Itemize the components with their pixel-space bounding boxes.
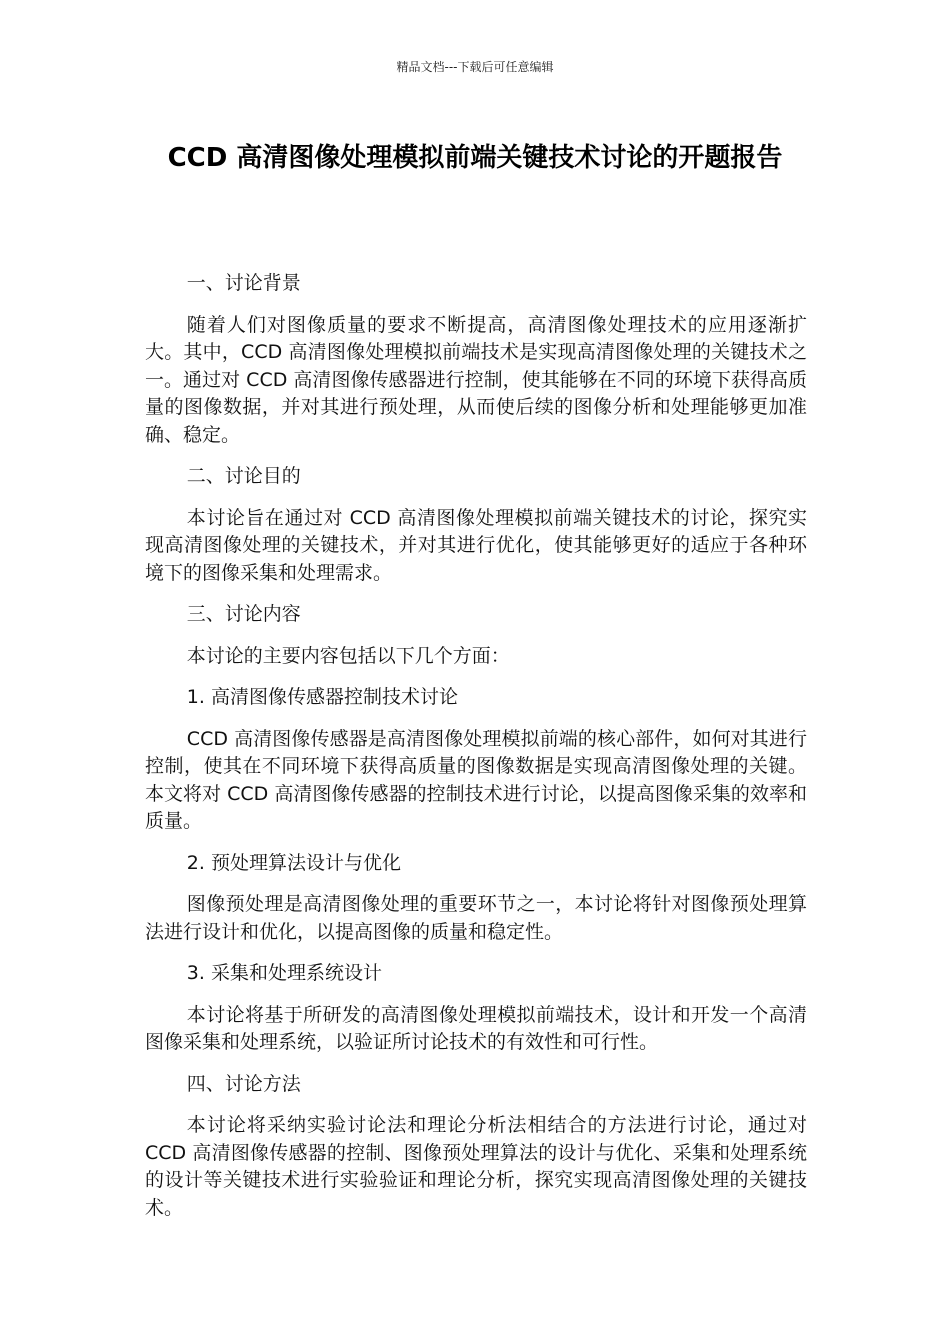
subheading-sensor-control: 1. 高清图像传感器控制技术讨论 (186, 686, 458, 708)
section-heading-method: 四、讨论方法 (186, 1072, 301, 1095)
paragraph-content-intro: 本讨论的主要内容包括以下几个方面： (186, 644, 510, 667)
header-note: 精品文档---下载后可任意编辑 (396, 60, 554, 74)
paragraph-system-design: 本讨论将基于所研发的高清图像处理模拟前端技术，设计和开发一个高清图像采集和处理系统，以验证所讨论技术的有效性和可行性。 (145, 1003, 807, 1053)
subheading-system-design: 3. 采集和处理系统设计 (186, 962, 382, 984)
paragraph-method: 本讨论将采纳实验讨论法和理论分析法相结合的方法进行讨论，通过对 CCD 高清图像传感器的控制、图像预处理算法的设计与优化、采集和处理系统的设计等关键技术进行实验验证和理论分析，探究实现高清图像处理的关键技术。 (145, 1114, 807, 1219)
paragraph-purpose: 本讨论旨在通过对 CCD 高清图像处理模拟前端关键技术的讨论，探究实现高清图像处理的关键技术，并对其进行优化，使其能够更好的适应于各种环境下的图像采集和处理需求。 (145, 506, 807, 584)
paragraph-preprocessing: 图像预处理是高清图像处理的重要环节之一，本讨论将针对图像预处理算法进行设计和优化，以提高图像的质量和稳定性。 (145, 893, 807, 943)
section-heading-content: 三、讨论内容 (186, 603, 301, 625)
paragraph-sensor-control: CCD 高清图像传感器是高清图像处理模拟前端的核心部件，如何对其进行控制，使其在不同环境下获得高质量的图像数据是实现高清图像处理的关键。本文将对 CCD 高清图像传感器的控制技术进行讨论，以提高图像采集的效率和质量。 (145, 727, 807, 832)
page-title: CCD 高清图像处理模拟前端关键技术讨论的开题报告 (167, 143, 783, 173)
section-heading-background: 一、讨论背景 (186, 272, 301, 294)
section-heading-purpose: 二、讨论目的 (186, 465, 301, 487)
document-body (145, 270, 807, 1236)
paragraph-background: 随着人们对图像质量的要求不断提高，高清图像处理技术的应用逐渐扩大。其中，CCD 高清图像处理模拟前端技术是实现高清图像处理的关键技术之一。通过对 CCD 高清图像传感器进行控制，使其能够在不同的环境下获得高质量的图像数据，并对其进行预处理，从而使后续的图像分析和处理能够更加准确、稳定。 (145, 313, 807, 446)
subheading-preprocessing: 2. 预处理算法设计与优化 (186, 851, 401, 874)
